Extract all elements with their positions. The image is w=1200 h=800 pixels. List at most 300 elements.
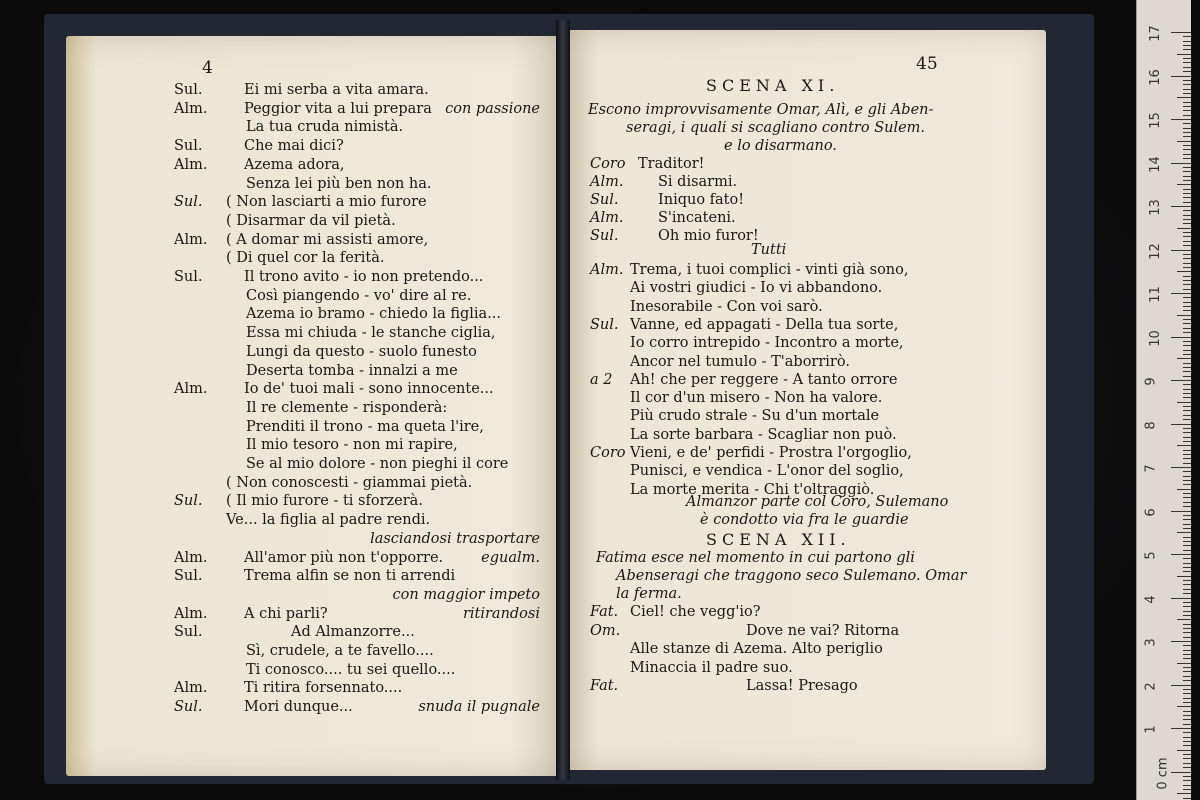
ruler-tick (1183, 615, 1191, 616)
ruler-tick (1177, 228, 1191, 229)
right-verse-line: Ancor nel tumulo - T'aborrirò. (630, 353, 850, 370)
ruler-tick (1183, 93, 1191, 94)
left-verse-line: A chi parli? (244, 605, 328, 622)
ruler-tick (1177, 663, 1191, 664)
ruler-tick (1171, 424, 1191, 425)
ruler-label: 7 (1143, 464, 1159, 473)
ruler-tick (1183, 563, 1191, 564)
tutti-label: Tutti (751, 242, 787, 258)
ruler-tick (1183, 780, 1191, 781)
ruler-tick (1183, 515, 1191, 516)
ruler-tick (1183, 558, 1191, 559)
ruler-tick (1183, 737, 1191, 738)
ruler-label: 12 (1147, 242, 1163, 260)
right-speaker: Fat. (590, 678, 619, 694)
left-verse-line: Azema adora, (244, 156, 345, 173)
ruler-tick (1183, 776, 1191, 777)
ruler-tick (1183, 202, 1191, 203)
left-verse-line: ( A domar mi assisti amore, (226, 231, 429, 248)
scene-xi-direction-1: Escono improvvisamente Omar, Alì, e gli Aben- (588, 102, 934, 118)
left-verse-line: ( Non conoscesti - giammai pietà. (226, 474, 473, 491)
ruler-tick (1183, 393, 1191, 394)
right-page-number: 45 (916, 54, 938, 74)
right-verse-line: Ciel! che vegg'io? (630, 604, 761, 620)
ruler-tick (1183, 102, 1191, 103)
left-verse-line: ( Il mio furore - ti sforzerà. (226, 493, 423, 510)
ruler-label: 3 (1143, 638, 1159, 647)
ruler-tick (1183, 254, 1191, 255)
ruler-tick (1177, 402, 1191, 403)
right-speaker: Coro (590, 445, 626, 461)
ruler-tick (1171, 76, 1191, 77)
ruler-label: 8 (1143, 420, 1159, 430)
left-speaker: Sul. (174, 269, 203, 285)
ruler-tick (1183, 306, 1191, 307)
ruler-tick (1183, 584, 1191, 585)
ruler-tick (1183, 189, 1191, 190)
ruler-tick (1177, 532, 1191, 533)
left-verse-line: Ad Almanzorre... (291, 624, 415, 641)
ruler-tick (1183, 123, 1191, 124)
ruler-tick (1183, 497, 1191, 498)
ruler-tick (1183, 550, 1191, 551)
ruler-tick (1171, 685, 1191, 686)
left-verse-line: Il re clemente - risponderà: (246, 399, 448, 416)
ruler-tick (1183, 363, 1191, 364)
ruler-tick (1183, 680, 1191, 681)
left-verse-line: Io de' tuoi mali - sono innocente... (244, 381, 494, 398)
ruler-tick (1183, 667, 1191, 668)
left-verse-line: Ve... la figlia al padre rendi. (226, 512, 431, 529)
left-speaker: Alm. (174, 381, 208, 398)
measuring-ruler (1136, 0, 1191, 800)
ruler-label: 9 (1143, 377, 1159, 386)
left-speaker: Sul. (174, 624, 203, 641)
ruler-tick (1183, 389, 1191, 390)
ruler-label: 0 cm (1155, 756, 1171, 790)
ruler-label: 1 (1143, 725, 1159, 734)
ruler-tick (1171, 163, 1191, 164)
ruler-label: 14 (1147, 155, 1163, 173)
ruler-tick (1183, 49, 1191, 50)
ruler-tick (1171, 32, 1191, 33)
ruler-tick (1183, 767, 1191, 768)
ruler-tick (1183, 493, 1191, 494)
left-page-number: 4 (202, 58, 213, 78)
right-speaker: a 2 (590, 371, 613, 388)
ruler-tick (1183, 245, 1191, 246)
ruler-tick (1183, 450, 1191, 451)
ruler-tick (1183, 715, 1191, 716)
scene-xi-direction-3: e lo disarmano. (724, 138, 837, 154)
ruler-label: 6 (1143, 507, 1159, 517)
ruler-tick (1177, 445, 1191, 446)
ruler-tick (1183, 593, 1191, 594)
ruler-tick (1183, 484, 1191, 485)
ruler-tick (1177, 576, 1191, 577)
ruler-tick (1183, 89, 1191, 90)
ruler-tick (1183, 719, 1191, 720)
right-verse-line: Lassa! Presago (746, 678, 858, 694)
ruler-tick (1183, 580, 1191, 581)
ruler-tick (1183, 567, 1191, 568)
ruler-tick (1183, 328, 1191, 329)
left-verse-line: Mori dunque... (244, 699, 353, 716)
ruler-tick (1177, 315, 1191, 316)
left-stage-direction: ritirandosi (462, 605, 540, 622)
ruler-tick (1183, 323, 1191, 324)
ruler-tick (1183, 36, 1191, 37)
ruler-tick (1183, 397, 1191, 398)
scene-xii-title: SCENA XII. (706, 530, 851, 549)
ruler-tick (1183, 232, 1191, 233)
ruler-tick (1183, 711, 1191, 712)
left-verse-line: La tua cruda nimistà. (246, 119, 404, 136)
left-verse-line: All'amor più non t'opporre. (244, 549, 444, 566)
scene-xii-direction-2: Abenseragi che traggono seco Sulemano. Omar (616, 568, 967, 584)
left-verse-line: Trema alfin se non ti arrendi (244, 568, 456, 585)
ruler-tick (1183, 115, 1191, 116)
left-verse-line: ( Disarmar da vil pietà. (226, 212, 396, 229)
right-verse-line: La morte merita - Chi t'oltraggiò. (630, 481, 875, 498)
ruler-tick (1183, 645, 1191, 646)
ruler-tick (1177, 793, 1191, 794)
left-verse-line: Il mio tesoro - non mi rapire, (246, 437, 458, 454)
ruler-tick (1183, 502, 1191, 503)
ruler-tick (1183, 297, 1191, 298)
right-speaker: Sul. (590, 228, 619, 244)
left-stage-direction: lasciandosi trasportare (370, 530, 540, 547)
ruler-tick (1177, 141, 1191, 142)
right-verse-line: Ah! che per reggere - A tanto orrore (630, 371, 898, 388)
left-verse-line: Essa mi chiuda - le stanche ciglia, (246, 325, 496, 342)
ruler-tick (1171, 119, 1191, 120)
ruler-tick (1183, 428, 1191, 429)
left-speaker: Alm. (174, 231, 208, 248)
ruler-tick (1183, 136, 1191, 137)
ruler-tick (1183, 654, 1191, 655)
left-page (66, 36, 560, 776)
ruler-tick (1183, 241, 1191, 242)
ruler-tick (1183, 341, 1191, 342)
left-speaker: Sul. (174, 699, 203, 716)
right-verse-line: Dove ne vai? Ritorna (746, 622, 900, 639)
ruler-tick (1183, 376, 1191, 377)
left-verse-line: ( Non lasciarti a mio furore (226, 194, 427, 211)
ruler-tick (1183, 537, 1191, 538)
right-verse-line: Punisci, e vendica - L'onor del soglio, (630, 463, 904, 480)
ruler-tick (1183, 267, 1191, 268)
ruler-tick (1183, 289, 1191, 290)
ruler-tick (1183, 541, 1191, 542)
right-verse-line: Inesorabile - Con voi sarò. (630, 298, 823, 315)
ruler-label: 15 (1147, 112, 1163, 129)
ruler-tick (1183, 67, 1191, 68)
ruler-tick (1183, 763, 1191, 764)
ruler-tick (1183, 258, 1191, 259)
left-speaker: Sul. (174, 82, 203, 98)
ruler-tick (1171, 598, 1191, 599)
ruler-tick (1183, 132, 1191, 133)
left-verse-line: Il trono avito - io non pretendo... (244, 269, 484, 285)
right-speaker: Fat. (590, 604, 619, 620)
left-speaker: Alm. (174, 605, 208, 622)
right-verse-line: Oh mio furor! (658, 228, 759, 244)
ruler-tick (1183, 154, 1191, 155)
ruler-tick (1183, 236, 1191, 237)
left-speaker: Alm. (174, 100, 208, 117)
right-verse-line: Vieni, e de' perfidi - Prostra l'orgoglio, (630, 445, 912, 461)
right-verse-line: Il cor d'un misero - Non ha valore. (630, 390, 883, 407)
ruler-tick (1183, 149, 1191, 150)
ruler-tick (1183, 310, 1191, 311)
ruler-tick (1183, 637, 1191, 638)
ruler-tick (1183, 524, 1191, 525)
ruler-tick (1183, 367, 1191, 368)
ruler-label: 4 (1143, 594, 1159, 604)
scene-xi-direction-2: seragi, i quali si scagliano contro Sulem. (626, 120, 926, 136)
ruler-tick (1177, 97, 1191, 98)
left-verse-line: Ei mi serba a vita amara. (244, 82, 429, 98)
right-verse-line: S'incateni. (658, 210, 736, 226)
left-verse-line: Deserta tomba - innalzi a me (246, 362, 458, 379)
ruler-tick (1183, 676, 1191, 677)
ruler-tick (1183, 41, 1191, 42)
ruler-tick (1183, 650, 1191, 651)
ruler-tick (1183, 602, 1191, 603)
left-speaker: Alm. (174, 156, 208, 173)
ruler-tick (1177, 706, 1191, 707)
left-verse-line: Che mai dici? (244, 138, 344, 155)
right-speaker: Om. (590, 622, 621, 639)
right-verse-line: Traditor! (638, 156, 705, 172)
left-verse-line: Lungi da questo - suolo funesto (246, 343, 477, 360)
right-verse-line: Minaccia il padre suo. (630, 659, 793, 676)
ruler-tick (1183, 128, 1191, 129)
ruler-tick (1183, 789, 1191, 790)
ruler-tick (1177, 184, 1191, 185)
ruler-tick (1183, 441, 1191, 442)
ruler-label: 5 (1143, 551, 1159, 560)
ruler-label: 10 (1147, 329, 1163, 347)
left-speaker: Sul. (174, 138, 203, 155)
ruler-tick (1183, 280, 1191, 281)
ruler-tick (1183, 454, 1191, 455)
right-speaker: Coro (590, 156, 626, 172)
scene-xi-title: SCENA XI. (706, 76, 840, 95)
ruler-tick (1183, 332, 1191, 333)
ruler-tick (1177, 489, 1191, 490)
scene-xii-direction-1: Fatima esce nel momento in cui partono gli (596, 550, 915, 566)
left-speaker: Sul. (174, 194, 203, 211)
right-speaker: Sul. (590, 192, 619, 208)
right-verse-line: Iniquo fato! (658, 192, 745, 208)
ruler-tick (1183, 223, 1191, 224)
left-stage-direction: con maggior impeto (392, 586, 540, 603)
ruler-tick (1171, 554, 1191, 555)
ruler-tick (1183, 732, 1191, 733)
right-speaker: Alm. (590, 262, 624, 278)
left-speaker: Sul. (174, 568, 203, 585)
left-verse-line: ( Di quel cor la ferità. (226, 250, 385, 267)
left-verse-line: Peggior vita a lui prepara (244, 100, 432, 117)
ruler-tick (1183, 80, 1191, 81)
left-verse-line: Azema io bramo - chiedo la figlia... (246, 306, 502, 323)
ruler-tick (1183, 724, 1191, 725)
right-speaker: Sul. (590, 316, 619, 333)
right-verse-line: Io corro intrepido - Incontro a morte, (630, 335, 904, 352)
right-verse-line: Ai vostri giudici - Io vi abbandono. (630, 280, 883, 297)
left-verse-line: Ti ritira forsennato.... (244, 680, 403, 697)
exit-direction-1: Almanzor parte col Coro, Sulemano (686, 494, 949, 510)
ruler-tick (1183, 210, 1191, 211)
left-verse-line: Prenditi il trono - ma queta l'ire, (246, 418, 484, 435)
ruler-tick (1171, 641, 1191, 642)
ruler-label: 13 (1147, 199, 1163, 216)
book-gutter (556, 20, 570, 780)
ruler-tick (1183, 180, 1191, 181)
ruler-tick (1171, 728, 1191, 729)
ruler-tick (1183, 354, 1191, 355)
right-verse-line: La sorte barbara - Scagliar non può. (630, 426, 897, 443)
ruler-tick (1183, 658, 1191, 659)
right-verse-line: Si disarmi. (658, 174, 738, 190)
ruler-tick (1183, 406, 1191, 407)
ruler-tick (1183, 471, 1191, 472)
ruler-tick (1171, 467, 1191, 468)
ruler-tick (1183, 158, 1191, 159)
ruler-tick (1183, 785, 1191, 786)
ruler-tick (1171, 772, 1191, 773)
ruler-tick (1183, 463, 1191, 464)
ruler-tick (1183, 419, 1191, 420)
ruler-tick (1183, 702, 1191, 703)
left-stage-direction: egualm. (481, 549, 540, 566)
scene-xii-direction-3: la ferma. (616, 586, 682, 602)
ruler-tick (1183, 45, 1191, 46)
ruler-tick (1177, 271, 1191, 272)
ruler-tick (1183, 528, 1191, 529)
ruler-tick (1183, 589, 1191, 590)
ruler-tick (1183, 384, 1191, 385)
right-verse-line: Alle stanze di Azema. Alto periglio (630, 641, 883, 657)
ruler-tick (1183, 71, 1191, 72)
right-page (566, 30, 1046, 770)
ruler-tick (1183, 415, 1191, 416)
right-verse-line: Vanne, ed appagati - Della tua sorte, (630, 316, 899, 333)
ruler-tick (1177, 54, 1191, 55)
ruler-tick (1183, 110, 1191, 111)
ruler-label: 17 (1147, 25, 1163, 42)
ruler-tick (1183, 741, 1191, 742)
ruler-tick (1183, 671, 1191, 672)
ruler-tick (1183, 432, 1191, 433)
left-verse-line: Sì, crudele, a te favello.... (246, 643, 434, 659)
ruler-tick (1183, 319, 1191, 320)
ruler-tick (1177, 750, 1191, 751)
ruler-tick (1183, 176, 1191, 177)
ruler-tick (1183, 84, 1191, 85)
ruler-tick (1183, 758, 1191, 759)
right-speaker: Alm. (590, 174, 624, 190)
ruler-tick (1183, 371, 1191, 372)
ruler-tick (1183, 410, 1191, 411)
left-speaker: Alm. (174, 680, 208, 697)
ruler-tick (1183, 798, 1191, 799)
ruler-tick (1183, 476, 1191, 477)
ruler-tick (1183, 62, 1191, 63)
ruler-tick (1183, 545, 1191, 546)
ruler-tick (1183, 219, 1191, 220)
ruler-tick (1183, 606, 1191, 607)
ruler-tick (1171, 293, 1191, 294)
ruler-tick (1183, 628, 1191, 629)
ruler-tick (1183, 276, 1191, 277)
ruler-tick (1171, 337, 1191, 338)
ruler-tick (1183, 145, 1191, 146)
left-stage-direction: con passione (445, 100, 540, 117)
ruler-label: 16 (1147, 68, 1163, 86)
right-verse-line: Più crudo strale - Su d'un mortale (630, 408, 880, 425)
left-speaker: Sul. (174, 493, 203, 510)
ruler-tick (1177, 619, 1191, 620)
ruler-tick (1183, 632, 1191, 633)
ruler-tick (1183, 458, 1191, 459)
ruler-tick (1183, 171, 1191, 172)
ruler-tick (1183, 284, 1191, 285)
left-stage-direction: snuda il pugnale (418, 699, 540, 716)
ruler-tick (1183, 624, 1191, 625)
left-verse-line: Se al mio dolore - non pieghi il core (246, 456, 509, 472)
ruler-tick (1183, 611, 1191, 612)
ruler-tick (1183, 263, 1191, 264)
ruler-tick (1177, 358, 1191, 359)
ruler-tick (1183, 345, 1191, 346)
ruler-tick (1171, 206, 1191, 207)
ruler-tick (1183, 698, 1191, 699)
ruler-tick (1183, 167, 1191, 168)
exit-direction-2: è condotto via fra le guardie (700, 512, 909, 528)
ruler-tick (1183, 745, 1191, 746)
ruler-tick (1183, 754, 1191, 755)
ruler-tick (1183, 689, 1191, 690)
ruler-tick (1183, 193, 1191, 194)
ruler-tick (1183, 693, 1191, 694)
ruler-tick (1171, 511, 1191, 512)
ruler-tick (1183, 106, 1191, 107)
left-verse-line: Ti conosco.... tu sei quello.... (246, 661, 456, 678)
ruler-tick (1183, 197, 1191, 198)
ruler-tick (1183, 58, 1191, 59)
ruler-tick (1171, 380, 1191, 381)
left-verse-line: Così piangendo - vo' dire al re. (246, 287, 472, 304)
ruler-tick (1183, 302, 1191, 303)
right-speaker: Alm. (590, 210, 624, 226)
ruler-tick (1183, 571, 1191, 572)
ruler-tick (1183, 506, 1191, 507)
ruler-label: 2 (1143, 681, 1159, 691)
ruler-tick (1183, 480, 1191, 481)
ruler-tick (1183, 437, 1191, 438)
ruler-tick (1171, 250, 1191, 251)
ruler-tick (1183, 519, 1191, 520)
left-verse-line: Senza lei più ben non ha. (246, 175, 432, 192)
ruler-tick (1183, 215, 1191, 216)
left-speaker: Alm. (174, 549, 208, 566)
ruler-label: 11 (1147, 286, 1163, 303)
ruler-tick (1183, 350, 1191, 351)
right-verse-line: Trema, i tuoi complici - vinti già sono, (630, 262, 909, 278)
